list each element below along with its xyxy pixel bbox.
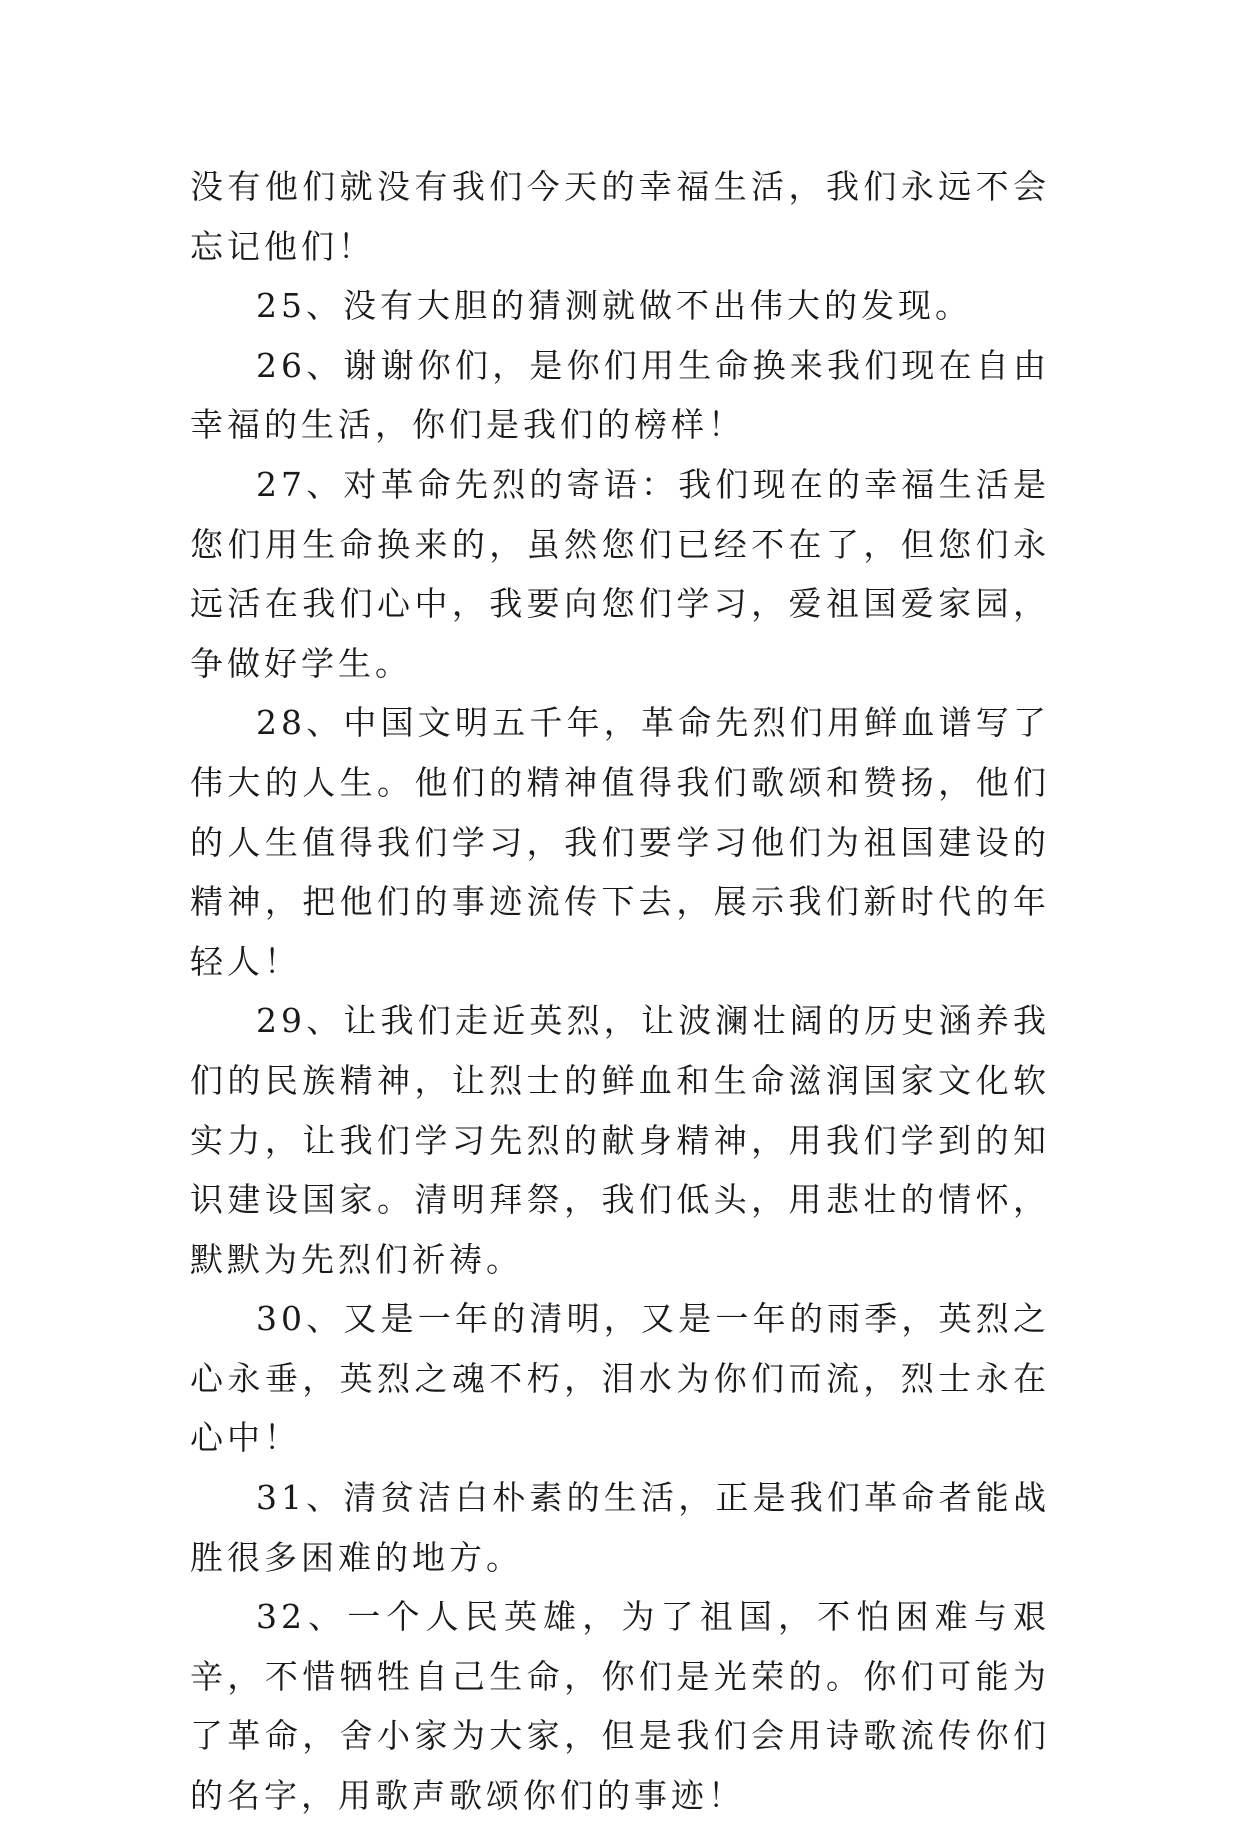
- paragraph-item-28: 28、中国文明五千年，革命先烈们用鲜血谱写了伟大的人生。他们的精神值得我们歌颂和赞扬，他们的人生值得我们学习，我们要学习他们为祖国建设的精神，把他们的事迹流传下去，展示我们新时代的年轻人！: [190, 703, 1050, 981]
- document-body: [190, 157, 1050, 1826]
- paragraph-item-25: 25、没有大胆的猜测就做不出伟大的发现。: [256, 286, 972, 326]
- paragraph-continuation: 没有他们就没有我们今天的幸福生活，我们永远不会忘记他们！: [190, 167, 1050, 266]
- paragraph-item-29: 29、让我们走近英烈，让波澜壮阔的历史涵养我们的民族精神，让烈士的鲜血和生命滋润国家文化软实力，让我们学习先烈的献身精神，用我们学到的知识建设国家。清明拜祭，我们低头，用悲壮的情怀，默默为先烈们祈祷。: [190, 1001, 1050, 1279]
- paragraph-item-30: 30、又是一年的清明，又是一年的雨季，英烈之心永垂，英烈之魂不朽，泪水为你们而流，烈士永在心中！: [190, 1299, 1050, 1458]
- paragraph-item-31: 31、清贫洁白朴素的生活，正是我们革命者能战胜很多困难的地方。: [190, 1478, 1050, 1577]
- paragraph-item-27: 27、对革命先烈的寄语：我们现在的幸福生活是您们用生命换来的，虽然您们已经不在了，但您们永远活在我们心中，我要向您们学习，爱祖国爱家园，争做好学生。: [190, 464, 1050, 683]
- paragraph-item-32: 32、一个人民英雄，为了祖国，不怕困难与艰辛，不惜牺牲自己生命，你们是光荣的。你们可能为了革命，舍小家为大家，但是我们会用诗歌流传你们的名字，用歌声歌颂你们的事迹！: [190, 1597, 1050, 1816]
- paragraph-item-26: 26、谢谢你们，是你们用生命换来我们现在自由幸福的生活，你们是我们的榜样！: [190, 345, 1050, 445]
